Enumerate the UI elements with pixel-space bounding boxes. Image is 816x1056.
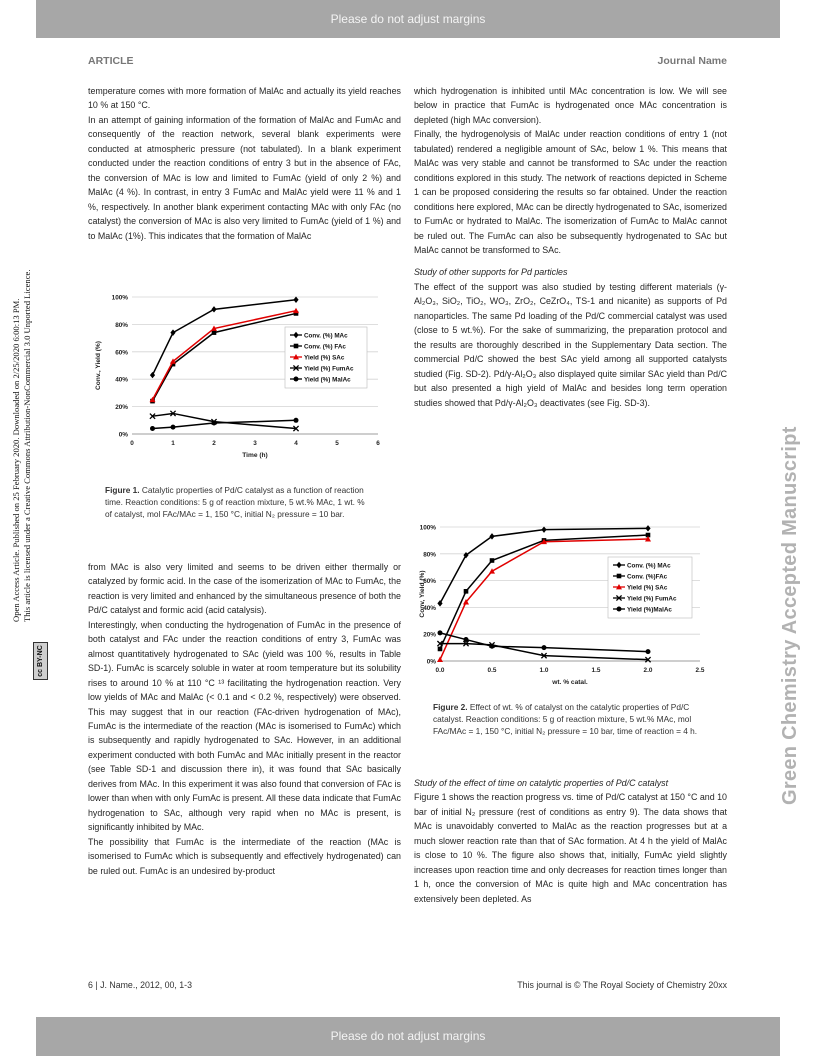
fig2-y-tick-label: 80%	[423, 551, 436, 559]
fig1-y-axis-label: Conv., Yield (%)	[95, 341, 102, 390]
paragraph: from MAc is also very limited and seems to be driven either thermally or catalyzed by formic acid. In the case of the isomerization of MAc to FumAc, the reaction is very limited and enhanced by the simultaneous presence of both the Pd/C catalyst and formic acid (acid catalysis).	[88, 562, 401, 616]
section-heading-time: Study of the effect of time on catalytic properties of Pd/C catalyst	[414, 778, 669, 788]
fig2-x-tick-label: 1.5	[591, 667, 601, 674]
fig1-data-point	[293, 297, 298, 303]
fig2-y-tick-label: 100%	[419, 524, 436, 532]
fig1-y-tick-label: 60%	[115, 349, 128, 357]
figure-2-caption	[433, 701, 718, 737]
fig2-legend-entry: Conv. (%)FAc	[627, 573, 668, 581]
figure-2-chart	[414, 518, 716, 694]
header-journal-name: Journal Name	[657, 55, 727, 67]
fig2-y-axis-label: Conv, Yield (%)	[419, 570, 426, 618]
fig1-data-point	[150, 426, 155, 431]
fig2-data-point	[490, 644, 495, 649]
fig2-y-tick-label: 60%	[423, 578, 436, 586]
fig2-y-tick-label: 20%	[423, 631, 436, 639]
bottom-banner: Please do not adjust margins	[36, 1017, 780, 1056]
fig2-data-point	[489, 568, 495, 573]
paragraph: The effect of the support was also studied by testing different materials (γ-Al₂O₃, SiO₂, TiO₂, WO₃, ZrO₂, CeZrO₄, TS-1 and nicanite) as supports of Pd nanoparticles. The same Pd loading of the Pd/C commercial catalyst was used (close to 5 wt.%). For the sake of summarizing, the preparation protocol and the results are thoroughly described in the Supplementary Data section. The commercial Pd/C showed the best SAc yield among all supported catalysts studied (Fig. SD-2). Pd/γ-Al₂O₃ also displayed quite similar SAc yield than Pd/C but also presented a high yield of MalAc and besides long term operation studies showed that Pd/γ-Al₂O₃ deactivates (see Fig. SD-3).	[414, 281, 727, 408]
footer-copyright: This journal is © The Royal Society of Chemistry 20xx	[517, 980, 727, 990]
right-column-bottom	[414, 776, 727, 906]
fig2-legend-entry: Yield (%) SAc	[627, 584, 668, 592]
fig2-data-point	[438, 630, 443, 635]
fig1-x-tick-label: 4	[294, 440, 298, 447]
fig2-x-tick-label: 2.0	[643, 667, 653, 674]
fig2-x-tick-label: 0.5	[487, 667, 497, 674]
figure-1-chart	[88, 288, 390, 468]
accepted-manuscript-watermark: Green Chemistry Accepted Manuscript	[779, 426, 801, 805]
left-column-top	[88, 84, 401, 243]
fig1-x-tick-label: 5	[335, 440, 339, 447]
fig1-x-tick-label: 0	[130, 440, 134, 447]
cc-license-badge[interactable]: cc BY-NC	[33, 642, 48, 680]
figure-1-label: Figure 1.	[105, 485, 140, 495]
left-column-bottom	[88, 560, 401, 878]
fig2-legend-entry: Yield (%)MalAc	[627, 606, 672, 614]
paragraph: The possibility that FumAc is the intermediate of the reaction (MAc is isomerised to FumAc which is subsequently and effectively hydrogenated) can be ruled out. FumAc is an undesired by-product	[88, 836, 401, 876]
paragraph: Finally, the hydrogenolysis of MalAc under reaction conditions of entry 1 (not tabulated) rendered a negligible amount of SAc, below 1 %. This means that MalAc was very stable and cannot be transformed to SAc under the reaction conditions explored in this study. The network of reactions depicted in Scheme 1 can be proposed considering the results so far obtained. Under the reaction conditions here explored, MAc can be directly hydrogenated to SAc, isomerized to FumAc or hydrated to MalAc. The isomerization of FumAc to MalAc cannot be ruled out. The FumAc can also be subsequently hydrogenated to SAc but MalAc cannot be transformed to SAc.	[414, 129, 727, 255]
fig1-y-tick-label: 40%	[115, 376, 128, 384]
fig2-x-tick-label: 2.5	[695, 667, 705, 674]
fig2-x-axis-label: wt. % catal.	[552, 679, 588, 686]
paragraph: In an attempt of gaining information of the formation of MalAc and FumAc and consequently of the reaction network, several blank experiments were conducted at atmospheric pressure (not tabulated). In a blank experiment conducted under the reaction conditions of entry 3 but in the absence of FAc, the conversion of MAc is low and limited to FumAc (yield of only 2 %) and MalAc (4 %). In contrast, in entry 3 FumAc and MalAc yield were 11 % and 1 %, respectively. In another blank experiment contacting MAc with only FAc (no catalyst) the conversion of MAc is also very limited to FumAc (yield of 1 %) and to MalAc (1%). This indicates that the formation of MalAc	[88, 114, 401, 241]
fig1-y-tick-label: 0%	[118, 431, 128, 439]
fig1-data-point	[171, 425, 176, 430]
fig2-data-point	[464, 589, 469, 594]
fig2-x-tick-label: 0.0	[435, 667, 445, 674]
fig2-legend	[608, 557, 692, 618]
footer-page-info: 6 | J. Name., 2012, 00, 1-3	[88, 980, 192, 990]
figure-1-caption-text: Catalytic properties of Pd/C catalyst as a function of reaction time. Reaction conditions: 5 g of reaction mixture, 5 wt.% MAc, 1 wt. % of catalyst, mol FAc/MAc = 1, 150 °C, initial N₂ pressure = 10 bar.	[105, 485, 365, 519]
fig1-x-tick-label: 2	[212, 440, 216, 447]
fig1-x-axis-label: Time (h)	[242, 452, 268, 459]
top-banner: Please do not adjust margins	[36, 0, 780, 38]
fig1-legend-entry: Yield (%) FumAc	[304, 365, 354, 373]
fig2-data-point	[437, 657, 443, 662]
fig1-data-point	[212, 421, 217, 426]
figure-2-caption-text: Effect of wt. % of catalyst on the catalytic properties of Pd/C catalyst. Reaction conditions: 5 g of reaction mixture, 5 wt.% MAc, mol FAc/MAc = 1, 150 °C, initial N₂ pressure = 10 bar, time of reaction = 4 h.	[433, 702, 698, 736]
fig2-x-tick-label: 1.0	[539, 667, 549, 674]
fig2-data-point	[464, 637, 469, 642]
fig2-legend-entry: Conv. (%) MAc	[627, 562, 671, 570]
figure-1-caption	[105, 484, 367, 520]
fig2-legend-entry: Yield (%) FumAc	[627, 595, 677, 603]
fig1-data-point	[212, 330, 217, 335]
sidebar-licence-line[interactable]: This article is licensed under a Creative Commons Attribution-NonCommercial 3.0 Unported Licence.	[22, 269, 32, 622]
sidebar-open-access-line: Open Access Article. Published on 25 February 2020. Downloaded on 2/25/2020 6:00:13 PM.	[11, 298, 21, 622]
fig1-y-tick-label: 80%	[115, 321, 128, 329]
fig1-data-point	[294, 418, 299, 423]
fig1-data-point	[211, 306, 216, 312]
paragraph: temperature comes with more formation of MalAc and actually its yield reaches 10 % at 150 °C.	[88, 86, 401, 111]
paragraph: Figure 1 shows the reaction progress vs. time of Pd/C catalyst at 150 °C and 10 bar of initial N₂ pressure (rest of conditions as entry 9). The data shows that MAc is unavoidably converted to MalAc as the reaction progresses but at a much slower reaction rate than that of SAc formation. At 4 h the yield of MalAc is close to 10 %. The figure also shows that, initially, FumAc yield slightly increases upon reaction time and only decreases for reaction times longer than 1 h, once the conversion of MAc is quite high and MAc concentration has extensively been depleted. As	[414, 792, 727, 904]
fig1-y-tick-label: 20%	[115, 404, 128, 412]
fig2-data-point	[645, 525, 650, 531]
fig2-data-point	[489, 533, 494, 539]
fig2-legend-marker	[617, 607, 622, 612]
fig2-data-point	[542, 645, 547, 650]
fig1-x-tick-label: 1	[171, 440, 175, 447]
fig1-x-tick-label: 3	[253, 440, 257, 447]
fig2-y-tick-label: 0%	[426, 658, 436, 666]
figure-2-label: Figure 2.	[433, 702, 468, 712]
fig1-x-tick-label: 6	[376, 440, 380, 447]
section-heading-supports: Study of other supports for Pd particles	[414, 267, 568, 278]
fig1-legend	[285, 327, 367, 388]
fig1-legend-marker	[294, 377, 299, 382]
right-column-top	[414, 84, 727, 410]
fig1-legend-entry: Yield (%) MalAc	[304, 376, 351, 384]
fig1-y-tick-label: 100%	[111, 294, 128, 302]
fig1-legend-entry: Conv. (%) FAc	[304, 343, 346, 351]
fig1-legend-marker	[294, 344, 299, 349]
fig1-legend-entry: Yield (%) SAc	[304, 354, 345, 362]
fig1-legend-entry: Conv. (%) MAc	[304, 332, 348, 340]
paragraph: Interestingly, when conducting the hydrogenation of FumAc in the presence of both catalyst and FAc under the reaction conditions of entry 3, FumAc was almost quantitatively hydrogenated to SAc (yield was 100 %, results in Table SD-1). FumAc is scarcely soluble in water at room temperature but its solubility rises to around 10 % at 110 °C ¹³ facilitating the hydrogenation reaction. Very low yields of MAc and MalAc (< 0.1 and < 0.2 %, respectively) were observed. This may suggest that in our reaction (FAc-driven hydrogenation of MAc), FumAc is the intermediate of the reaction (MAc is isomerised to FumAc) which is subsequently and rapidly hydrogenated to SAc. However, in an additional experiment conducted with both FumAc and MAc initially present in the reactor (see Table SD-1 and discussion there in), it was found that SAc basically derives from MAc. In this experiment it was also found that conversion of FAc is lower than when with only FumAc is present. All these data indicate that FumAc hydrogenation to SAc, although very rapid when no MAc is present, is significantly inhibited by MAc.	[88, 619, 401, 833]
fig2-legend-marker	[617, 574, 622, 579]
fig2-y-tick-label: 40%	[423, 604, 436, 612]
paragraph: which hydrogenation is inhibited until MAc concentration is low. We will see below in practice that FumAc is hydrogenated once MAc concentration is depleted (high MAc conversion).	[414, 86, 727, 125]
fig2-data-point	[490, 558, 495, 563]
fig2-data-point	[438, 647, 443, 652]
fig2-data-point	[646, 649, 651, 654]
fig2-data-point	[541, 526, 546, 532]
header-article: ARTICLE	[88, 55, 134, 67]
